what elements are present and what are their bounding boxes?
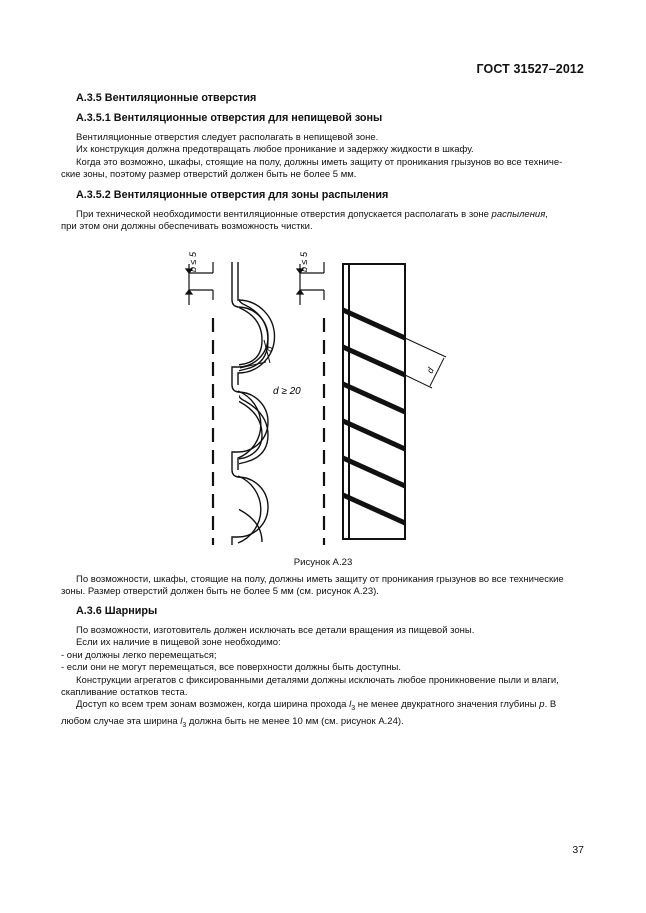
text: Доступ ко всем трем зонам возможен, когда ширина прохода — [76, 699, 350, 711]
text: любом случае эта ширина — [61, 715, 181, 727]
paragraph: По возможности, изготовитель должен исключать все детали вращения из пищевой зоны. — [76, 625, 475, 636]
right-dimension-d — [405, 338, 446, 388]
text: При технической необходимости вентиляционные отверстия допускается располагать в зоне — [76, 209, 492, 220]
paragraph: зоны. Размер отверстий должен быть не более 5 мм (см. рисунок А.23). — [61, 586, 379, 598]
symbol-l: l — [349, 699, 352, 711]
text: не менее двукратного значения глубины — [355, 699, 540, 711]
text: должна быть не менее 10 мм (см. рисунок А.24). — [186, 715, 404, 727]
section-a36-title: А.3.6 Шарниры — [76, 605, 158, 617]
page-number: 37 — [572, 844, 584, 856]
paragraph — [61, 699, 583, 715]
left-profile-bumps — [230, 262, 275, 545]
text: . В — [544, 699, 557, 711]
label-b-left: b ≤ 5 — [188, 252, 198, 272]
emphasis: распыления — [491, 209, 546, 220]
symbol-l: l — [180, 715, 183, 727]
paragraph: По возможности, шкафы, стоящие на полу, должны иметь защиту от проникания грызунов во все технические — [76, 574, 564, 585]
label-b-right: b ≤ 5 — [299, 252, 309, 272]
after-figure-text — [61, 574, 583, 599]
subscript: 3 — [182, 721, 187, 729]
right-louvres — [343, 310, 405, 523]
paragraph: Когда это возможно, шкафы, стоящие на полу, должны иметь защиту от проникания грызунов во все техниче- — [76, 156, 563, 168]
paragraph: Конструкции агрегатов с фиксированными деталями должны исключать любое проникновение пыли и влаги, — [76, 674, 559, 686]
symbol-p: p — [539, 699, 545, 711]
paragraph: при этом они должны обеспечивать возможность чистки. — [61, 221, 313, 233]
section-a35-title: А.3.5 Вентиляционные отверстия — [76, 92, 257, 104]
label-d-right: d — [424, 366, 436, 375]
paragraph: скапливание остатков теста. — [61, 687, 188, 699]
list-item: - они должны легко перемещаться; — [61, 649, 217, 661]
text: , — [545, 209, 548, 220]
figure-caption: Рисунок А.23 — [293, 557, 353, 568]
section-a36-body — [61, 625, 583, 732]
list-item: - если они не могут перемещаться, все поверхности должны быть доступны. — [61, 662, 402, 674]
paragraph: Если их наличие в пищевой зоне необходимо: — [76, 637, 281, 649]
label-d-ge-20: d ≥ 20 — [273, 386, 301, 397]
section-a352-title: А.3.5.2 Вентиляционные отверстия для зоны распыления — [76, 189, 389, 201]
paragraph — [61, 716, 583, 732]
subscript: 3 — [351, 705, 356, 713]
section-a351-title: А.3.5.1 Вентиляционные отверстия для непищевой зоны — [76, 112, 383, 124]
document-id: ГОСТ 31527–2012 — [476, 62, 584, 76]
paragraph: Вентиляционные отверстия следует располагать в непищевой зоне. — [76, 132, 379, 143]
paragraph: ские зоны, поэтому размер отверстий должен быть не более 5 мм. — [61, 169, 357, 181]
paragraph: Их конструкция должна предотвращать любое проникание и задержку жидкости в шкафу. — [76, 144, 474, 156]
label-d-small: d — [264, 345, 275, 353]
